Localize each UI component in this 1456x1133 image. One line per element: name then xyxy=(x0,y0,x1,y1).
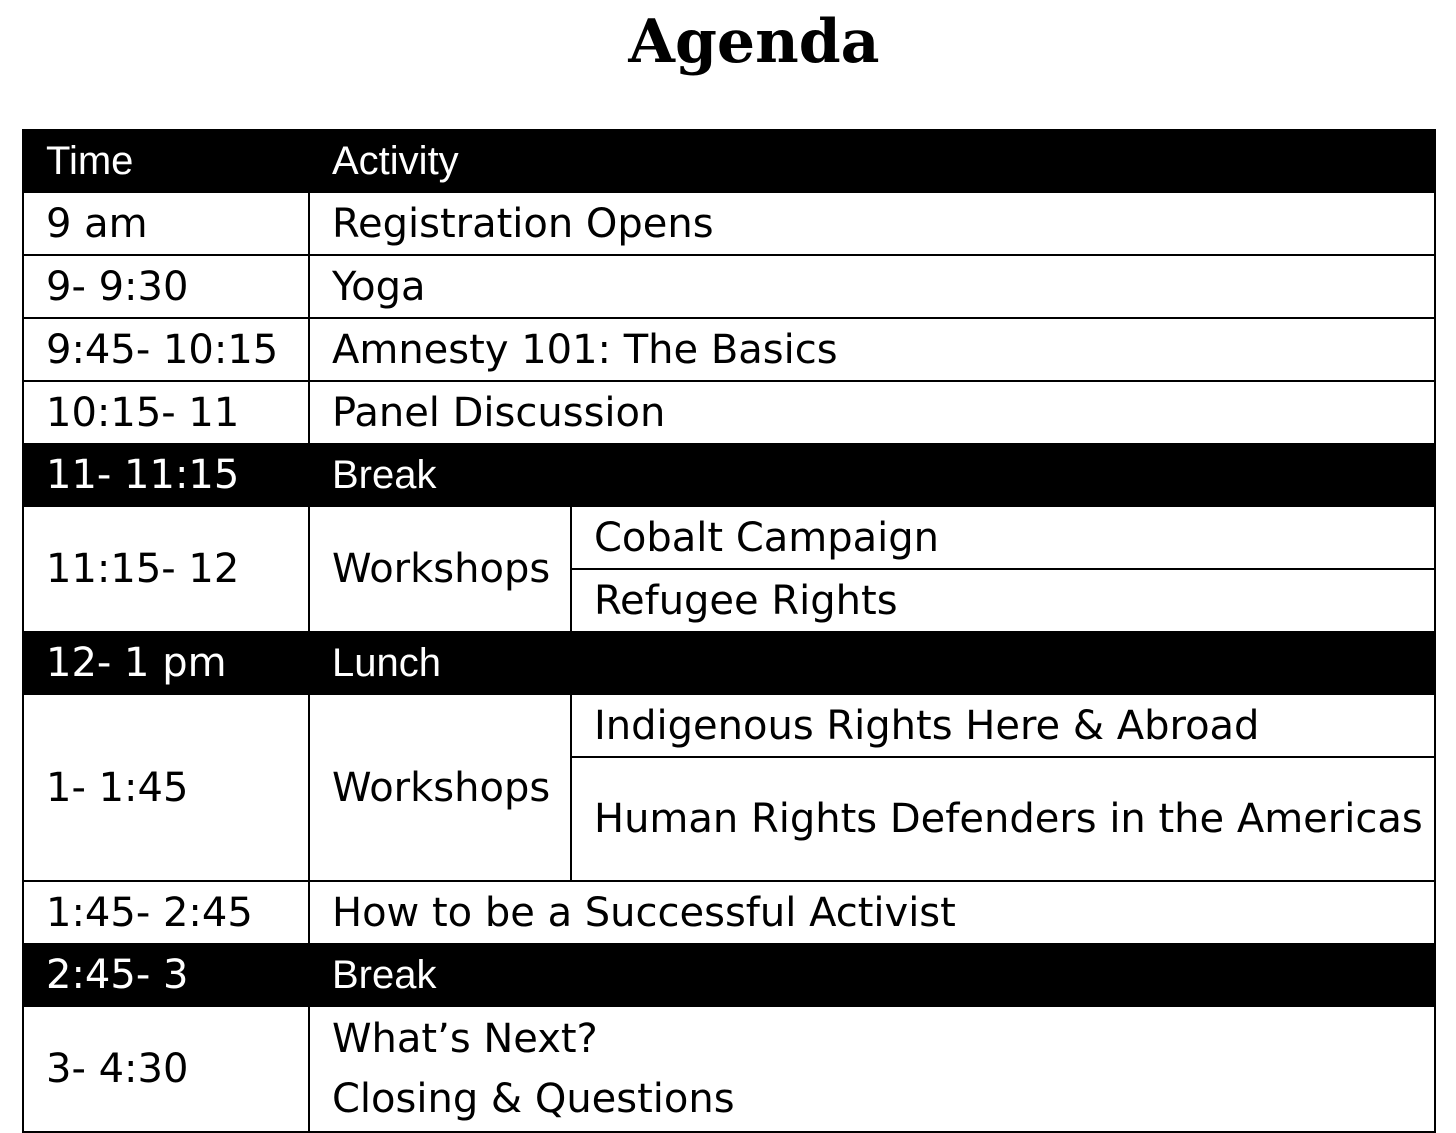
table-row xyxy=(23,381,1435,444)
page-title: Agenda xyxy=(628,7,880,77)
workshop-session: Human Rights Defenders in the Americas xyxy=(571,757,1435,881)
time-cell: 10:15- 11 xyxy=(23,381,309,444)
table-row xyxy=(23,1006,1435,1132)
time-cell: 11:15- 12 xyxy=(23,506,309,632)
workshop-row xyxy=(23,506,1435,569)
workshops-label: Workshops xyxy=(309,694,571,881)
time-cell: 3- 4:30 xyxy=(23,1006,309,1132)
activity-cell: Amnesty 101: The Basics xyxy=(309,318,1435,381)
workshop-session: Refugee Rights xyxy=(571,569,1435,632)
activity-cell xyxy=(309,1006,1435,1132)
agenda-table xyxy=(22,129,1436,1133)
column-header-activity: Activity xyxy=(309,130,1435,192)
workshop-row xyxy=(23,694,1435,757)
activity-cell: Yoga xyxy=(309,255,1435,318)
time-cell: 9:45- 10:15 xyxy=(23,318,309,381)
time-cell: 2:45- 3 xyxy=(23,944,309,1006)
break-label: Break xyxy=(309,444,1435,506)
break-row xyxy=(23,944,1435,1006)
lunch-label: Lunch xyxy=(309,632,1435,694)
activity-cell: Registration Opens xyxy=(309,192,1435,255)
table-row xyxy=(23,255,1435,318)
table-row xyxy=(23,318,1435,381)
table-row xyxy=(23,881,1435,944)
time-cell: 1:45- 2:45 xyxy=(23,881,309,944)
lunch-row xyxy=(23,632,1435,694)
break-row xyxy=(23,444,1435,506)
column-header-time: Time xyxy=(23,130,309,192)
activity-cell: How to be a Successful Activist xyxy=(309,881,1435,944)
workshops-label: Workshops xyxy=(309,506,571,632)
activity-line: What’s Next? xyxy=(332,1016,598,1062)
time-cell: 1- 1:45 xyxy=(23,694,309,881)
workshop-session: Cobalt Campaign xyxy=(571,506,1435,569)
table-header-row xyxy=(23,130,1435,192)
break-label: Break xyxy=(309,944,1435,1006)
activity-cell: Panel Discussion xyxy=(309,381,1435,444)
time-cell: 9- 9:30 xyxy=(23,255,309,318)
table-row xyxy=(23,192,1435,255)
time-cell: 12- 1 pm xyxy=(23,632,309,694)
activity-line: Closing & Questions xyxy=(332,1076,735,1122)
time-cell: 11- 11:15 xyxy=(23,444,309,506)
workshop-session: Indigenous Rights Here & Abroad xyxy=(571,694,1435,757)
time-cell: 9 am xyxy=(23,192,309,255)
